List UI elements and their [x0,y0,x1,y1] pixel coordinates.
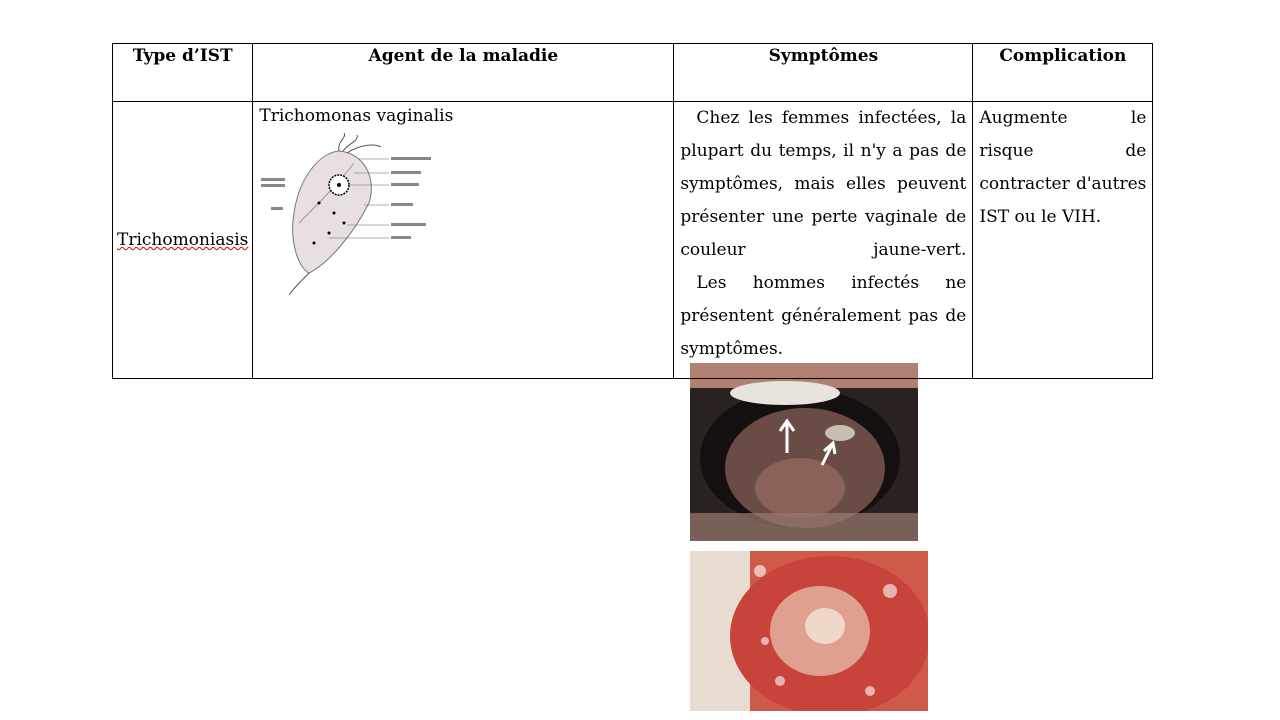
cervix-photo [690,551,928,711]
header-complication: Complication [973,44,1153,102]
complication-text: Augmente le risque de contracter d'autres IST ou le VIH. [979,108,1147,227]
header-type: Type d’IST [113,44,253,102]
trichomonas-diagram [259,133,439,298]
ist-table [112,43,1153,379]
type-name: Trichomoniasis [117,230,249,250]
header-agent: Agent de la maladie [253,44,674,102]
symptoms-women: Chez les femmes infectées, la plupart du temps, il n'y a pas de symptômes, mais elles peuvent présenter une perte vaginale de couleur jaune-vert. [680,108,967,260]
cell-complication [973,102,1153,379]
cell-agent [253,102,674,379]
cell-type [113,102,253,379]
header-symptoms: Symptômes [674,44,973,102]
cell-symptoms [674,102,973,379]
agent-name: Trichomonas vaginalis [259,106,454,126]
header-row [113,44,1153,102]
symptoms-men: Les hommes infectés ne présentent généralement pas de symptômes. [680,273,967,359]
table-row [113,102,1153,379]
oral-lesion-photo [690,363,918,541]
